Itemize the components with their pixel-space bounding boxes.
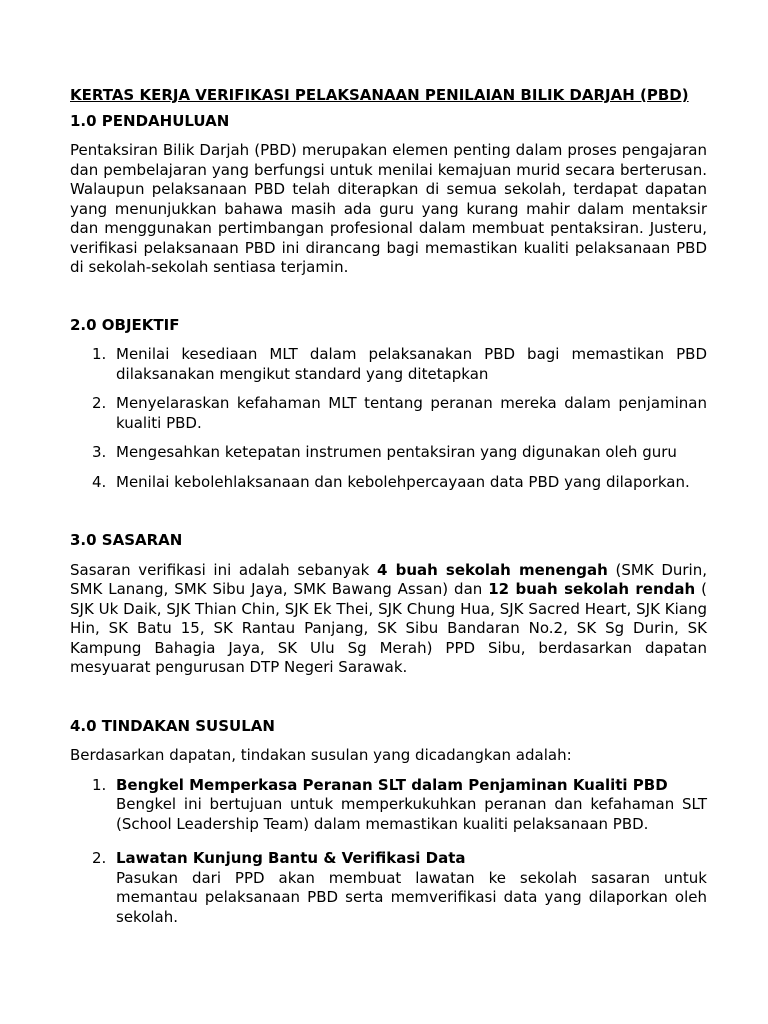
list-number: 4. [92,472,107,491]
section-1-heading: 1.0 PENDAHULUAN [70,111,230,130]
list-item-title: Lawatan Kunjung Bantu & Verifikasi Data [116,849,466,867]
list-number: 3. [92,443,107,461]
section-4-heading: 4.0 TINDAKAN SUSULAN [70,716,275,735]
list-item-text: Pasukan dari PPD akan membuat lawatan ke sekolah sasaran untuk memantau pelaksanaan PBD serta memverifikasi data yang dilaporkan oleh sekolah. [116,868,707,926]
list-number: 1. [92,775,107,794]
secondary-school-count: 4 buah sekolah menengah [377,560,608,579]
document-title: KERTAS KERJA VERIFIKASI PELAKSANAAN PENILAIAN BILIK DARJAH (PBD) [70,86,689,104]
list-item-text: Mengesahkan ketepatan instrumen pentaksiran yang digunakan oleh guru [116,443,677,461]
list-item [70,849,707,927]
section-3-text-3: ( SJK Uk Daik, SJK Thian Chin, SJK Ek Thei, SJK Chung Hua, SJK Sacred Heart, SJK Kiang Hin, SK Batu 15, SK Rantau Panjang, SK Sibu Bandaran No.2, SK Sg Durin, SK Kampung Bahagia Jaya, SK Ulu Sg Merah) PPD Sibu, berdasarkan dapatan mesyuarat pengurusan DTP Negeri Sarawak. [70,580,707,676]
section-3-heading: 3.0 SASARAN [70,531,183,549]
list-item-title: Bengkel Memperkasa Peranan SLT dalam Penjaminan Kualiti PBD [116,775,668,794]
list-item-text: Menilai kebolehlaksanaan dan kebolehpercayaan data PBD yang dilaporkan. [116,472,690,491]
list-item-text: Menyelaraskan kefahaman MLT tentang peranan mereka dalam penjaminan kualiti PBD. [116,394,707,432]
objective-list [70,345,707,492]
list-item [70,443,707,463]
list-number: 2. [92,849,107,867]
list-item [70,776,707,835]
follow-up-list [70,776,707,928]
list-item [70,473,707,493]
section-3-text-2: (SMK Durin, SMK Lanang, SMK Sibu Jaya, SMK Bawang Assan) dan [70,560,707,598]
section-1-body: Pentaksiran Bilik Darjah (PBD) merupakan elemen penting dalam proses pengajaran dan pembelajaran yang berfungsi untuk menilai kemajuan murid secara berterusan. Walaupun pelaksanaan PBD telah diterapkan di semua sekolah, terdapat dapatan yang menunjukkan bahawa masih ada guru yang kurang mahir dalam mentaksir dan menggunakan pertimbangan profesional dalam membuat pentaksiran. Justeru, verifikasi pelaksanaan PBD ini dirancang bagi memastikan kualiti pelaksanaan PBD di sekolah-sekolah sentiasa terjamin. [70,141,707,276]
list-item [70,345,707,384]
list-item-text: Bengkel ini bertujuan untuk memperkukuhkan peranan dan kefahaman SLT (School Leadership Team) dalam memastikan kualiti pelaksanaan PBD. [116,795,707,833]
list-item [70,394,707,433]
section-2-heading: 2.0 OBJEKTIF [70,315,180,334]
list-number: 2. [92,394,107,412]
section-3-body [70,561,707,678]
section-4-intro: Berdasarkan dapatan, tindakan susulan yang dicadangkan adalah: [70,746,572,764]
primary-school-count: 12 buah sekolah rendah [488,580,696,598]
section-3-text-1: Sasaran verifikasi ini adalah sebanyak [70,560,378,579]
list-item-text: Menilai kesediaan MLT dalam pelaksanakan PBD bagi memastikan PBD dilaksanakan mengikut standard yang ditetapkan [116,345,707,383]
list-number: 1. [92,345,107,363]
